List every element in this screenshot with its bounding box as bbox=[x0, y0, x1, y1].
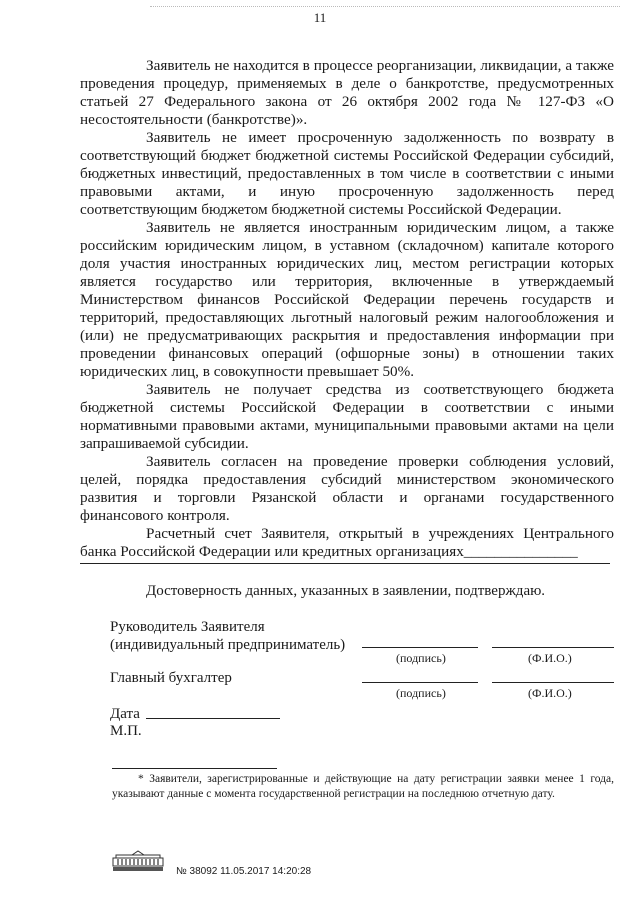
head-name-line bbox=[492, 647, 614, 648]
paragraph-bank-account: Расчетный счет Заявителя, открытый в учреждениях Центрального банка Российской Федерации или кредитных организациях_______________ bbox=[80, 525, 614, 560]
head-sublabel: (индивидуальный предприниматель) bbox=[110, 637, 346, 653]
accountant-name-line bbox=[492, 682, 614, 683]
document-body bbox=[80, 57, 614, 561]
head-signature-caption: (подпись) bbox=[396, 651, 446, 665]
paragraph-debt: Заявитель не имеет просроченную задолженность по возврату в соответствующий бюджет бюджетной системы Российской Федерации субсидий, бюджетных инвестиций, предоставленных в том числе в соответствии с иными правовыми актами, и иную просроченную задолженность перед соответствующим бюджетом бюджетной системы Российской Федерации. bbox=[80, 129, 614, 218]
seal-label: М.П. bbox=[110, 723, 142, 739]
paragraph-foreign-entity: Заявитель не является иностранным юридическим лицом, а также российским юридическим лицом, в уставном (складочном) капитале которого доля участия иностранных юридических лиц, местом регистрации которых является государство или территория, включенные в утверждаемый Министерством финансов Российской Федерации перечень государств и территорий, предоставляющих льготный налоговый режим налогообложения и (или) не предусматривающих раскрытия и предоставления информации при проведении финансовых операций (офшорные зоны) в отношении таких юридических лиц, в совокупности превышает 50%. bbox=[80, 219, 614, 380]
registration-stamp: № 38092 11.05.2017 14:20:28 bbox=[176, 866, 312, 877]
accountant-name-caption: (Ф.И.О.) bbox=[528, 686, 572, 700]
building-stamp-icon bbox=[112, 850, 164, 872]
paragraph-budget-funds: Заявитель не получает средства из соответствующего бюджета бюджетной системы Российской Федерации в соответствии с иными нормативными правовыми актами, муниципальными правовыми актами на цели запрашиваемой субсидии. bbox=[80, 381, 614, 452]
head-name-caption: (Ф.И.О.) bbox=[528, 651, 572, 665]
footnote-rule bbox=[112, 768, 277, 769]
scan-artifact-line bbox=[150, 6, 620, 7]
page-number: 11 bbox=[313, 10, 327, 25]
head-label: Руководитель Заявителя bbox=[110, 619, 265, 635]
head-signature-line bbox=[362, 647, 478, 648]
footnote: * Заявители, зарегистрированные и действующие на дату регистрации заявки менее 1 года, указывают данные с момента государственной регистрации на последнюю отчетную дату. bbox=[112, 773, 614, 800]
accountant-signature-line bbox=[362, 682, 478, 683]
date-line bbox=[146, 718, 280, 719]
date-label: Дата bbox=[110, 706, 140, 722]
confirmation-text: Достоверность данных, указанных в заявлении, подтверждаю. bbox=[146, 583, 546, 599]
bank-account-fill-line bbox=[80, 563, 610, 564]
accountant-label: Главный бухгалтер bbox=[110, 670, 232, 686]
paragraph-inspection-consent: Заявитель согласен на проведение проверки соблюдения условий, целей, порядка предоставления субсидий министерством экономического развития и торговли Рязанской области и органами государственного финансового контроля. bbox=[80, 453, 614, 524]
paragraph-bankruptcy: Заявитель не находится в процессе реорганизации, ликвидации, а также проведения процедур, применяемых в деле о банкротстве, предусмотренных статьей 27 Федерального закона от 26 октября 2002 года № 127-ФЗ «О несостоятельности (банкротстве)». bbox=[80, 57, 614, 128]
accountant-signature-caption: (подпись) bbox=[396, 686, 446, 700]
